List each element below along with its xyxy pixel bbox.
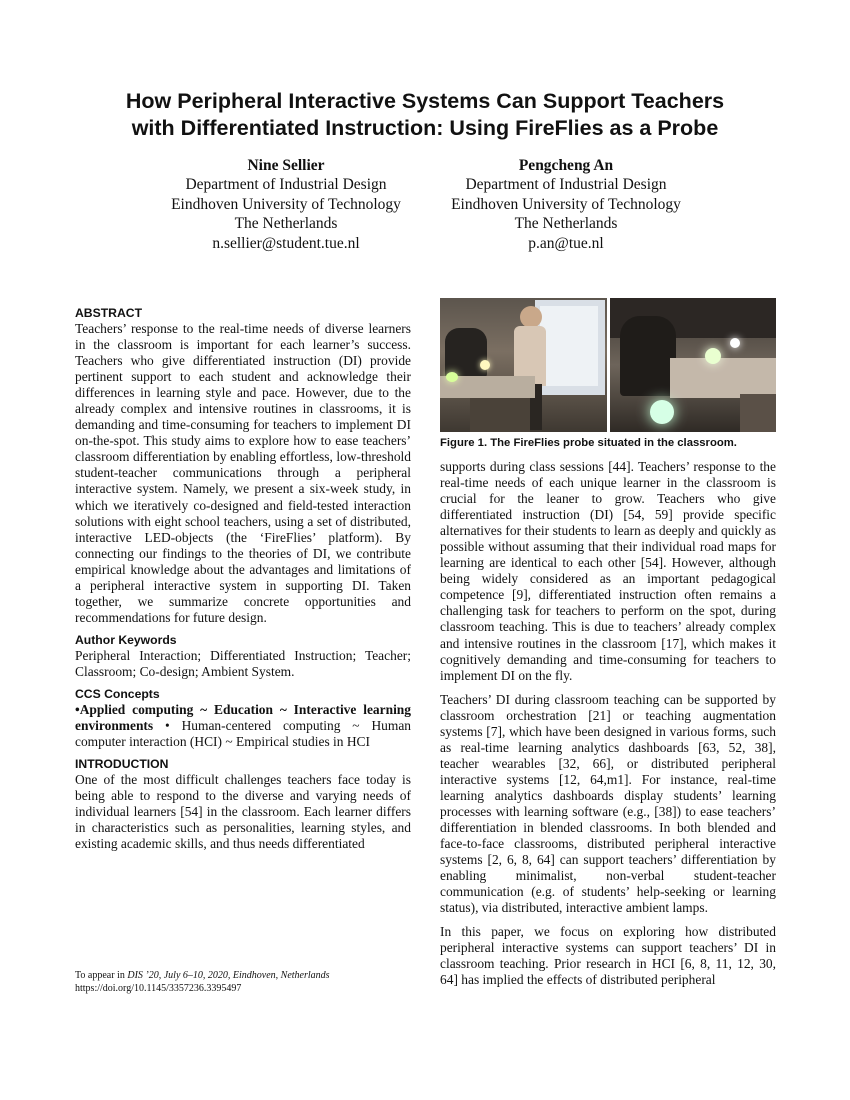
author-block-2 bbox=[435, 156, 697, 253]
figure-caption: Figure 1. The FireFlies probe situated in the classroom. bbox=[440, 437, 737, 449]
keywords-text: Peripheral Interaction; Differentiated Instruction; Teacher; Classroom; Co-design; Ambient System. bbox=[75, 647, 411, 679]
author-email: p.an@tue.nl bbox=[528, 234, 604, 252]
body-paragraph-3: In this paper, we focus on exploring how distributed peripheral interactive systems can support teachers’ DI in classroom teaching. Prior research in HCI [6, 8, 11, 12, 30, 64] has implied the effects of distributed peripheral bbox=[440, 924, 776, 988]
abstract-text: Teachers’ response to the real-time needs of diverse learners in the classroom is important for each learner’s success. Teachers who give differentiated instruction (DI) provide pertinent support to each student and acknowledge their differences in learning style and pace. However, due to the already complex and intensive routines in classrooms, it is demanding and time-consuming for teachers to implement DI on-the-spot. This study aims to explore how to ease teachers’ classroom differentiation by enabling effortless, low-threshold student-teacher communications through a peripheral interactive system. Namely, we present a six-week study, in which we iteratively co-designed and field-tested interaction solutions with eight school teachers, using a set of distributed, interactive LED-objects (the ‘FireFlies’ platform). By connecting our findings to the theories of DI, we contribute empirical knowledge about the advantages and limitations of a peripheral interactive system in supporting DI. Taken together, we summarize concrete opportunities and recommendations for future design. bbox=[75, 321, 411, 625]
author-dept: Department of Industrial Design bbox=[185, 176, 387, 194]
author-name: Nine Sellier bbox=[247, 157, 325, 174]
title-line-2: with Differentiated Instruction: Using FireFlies as a Probe bbox=[131, 116, 719, 140]
classroom-photo-right bbox=[610, 298, 776, 432]
author-country: The Netherlands bbox=[234, 215, 338, 233]
author-email: n.sellier@student.tue.nl bbox=[212, 234, 360, 252]
author-block-1 bbox=[155, 156, 417, 253]
author-name: Pengcheng An bbox=[518, 157, 614, 174]
abstract-heading: ABSTRACT bbox=[75, 306, 143, 320]
body-paragraph-1: supports during class sessions [44]. Teachers’ response to the real-time needs of each unique learner in the classroom is crucial for the leaner to grow. Teachers who give differentiated instruction (DI) [54, 59] provide specific alternatives for their students to learn as deeply and quickly as possible without assuming that their individual road maps for learning are identical to each other [54]. However, although being widely considered as an important pedagogical competence [9], differentiated instruction often remains a challenging task for teachers to perform on the spot, during classroom teaching. This is due to teachers’ already complex and intensive routines in the classroom [17], which makes it cognitively demanding and time-consuming for teachers to implement DI on the fly. bbox=[440, 459, 776, 683]
footnote-doi[interactable]: https://doi.org/10.1145/3357236.3395497 bbox=[75, 982, 242, 994]
intro-heading: INTRODUCTION bbox=[75, 757, 169, 772]
ccs-heading: CCS Concepts bbox=[75, 686, 160, 701]
ccs-text bbox=[75, 702, 411, 750]
ccs-bold: •Applied computing ~ Education ~ Interactive learning environments bbox=[75, 701, 411, 734]
author-dept: Department of Industrial Design bbox=[465, 176, 667, 194]
footnote-prefix: To appear in bbox=[75, 970, 128, 981]
left-column bbox=[75, 305, 411, 852]
paper-title bbox=[60, 88, 790, 142]
right-column bbox=[440, 298, 776, 989]
intro-text: One of the most difficult challenges teachers face today is being able to respond to the diverse and varying needs of individual learners [54] in the classroom. Each learner differs in characteristics such as personalities, learning styles, and existing academic skills, and thus needs differentiated bbox=[75, 772, 411, 852]
body-paragraph-2: Teachers’ DI during classroom teaching can be supported by classroom orchestration [21] or teaching augmentation systems [7], which have been designed in various forms, such as real-time learning analytics dashboards [63, 52, 38], teacher wearables [32, 66], or distributed peripheral interactive systems [12, 64,m1]. For instance, real-time learning analytics dashboards display students’ learning processes with learning software (e.g., [38]) to ease teachers’ differentiation in blended classrooms. In both blended and face-to-face classrooms, distributed peripheral interactive systems [2, 6, 8, 64] can support teachers’ differentiation by enabling minimalist, non-verbal student-teacher communication (e.g. of students’ help-seeking or learning status), via distributed, interactive ambient lamps. bbox=[440, 691, 776, 916]
title-line-1: How Peripheral Interactive Systems Can Support Teachers bbox=[125, 89, 725, 113]
author-country: The Netherlands bbox=[514, 215, 618, 233]
author-univ: Eindhoven University of Technology bbox=[171, 195, 401, 213]
copyright-footnote bbox=[75, 970, 411, 995]
figure-1 bbox=[440, 298, 776, 432]
classroom-photo-left bbox=[440, 298, 607, 432]
author-univ: Eindhoven University of Technology bbox=[451, 195, 681, 213]
ccs-rest: • Human-centered computing ~ Human computer interaction (HCI) ~ Empirical studies in HCI bbox=[75, 718, 411, 750]
footnote-venue: DIS ’20, July 6–10, 2020, Eindhoven, Netherlands bbox=[127, 970, 330, 981]
keywords-heading: Author Keywords bbox=[75, 632, 177, 647]
